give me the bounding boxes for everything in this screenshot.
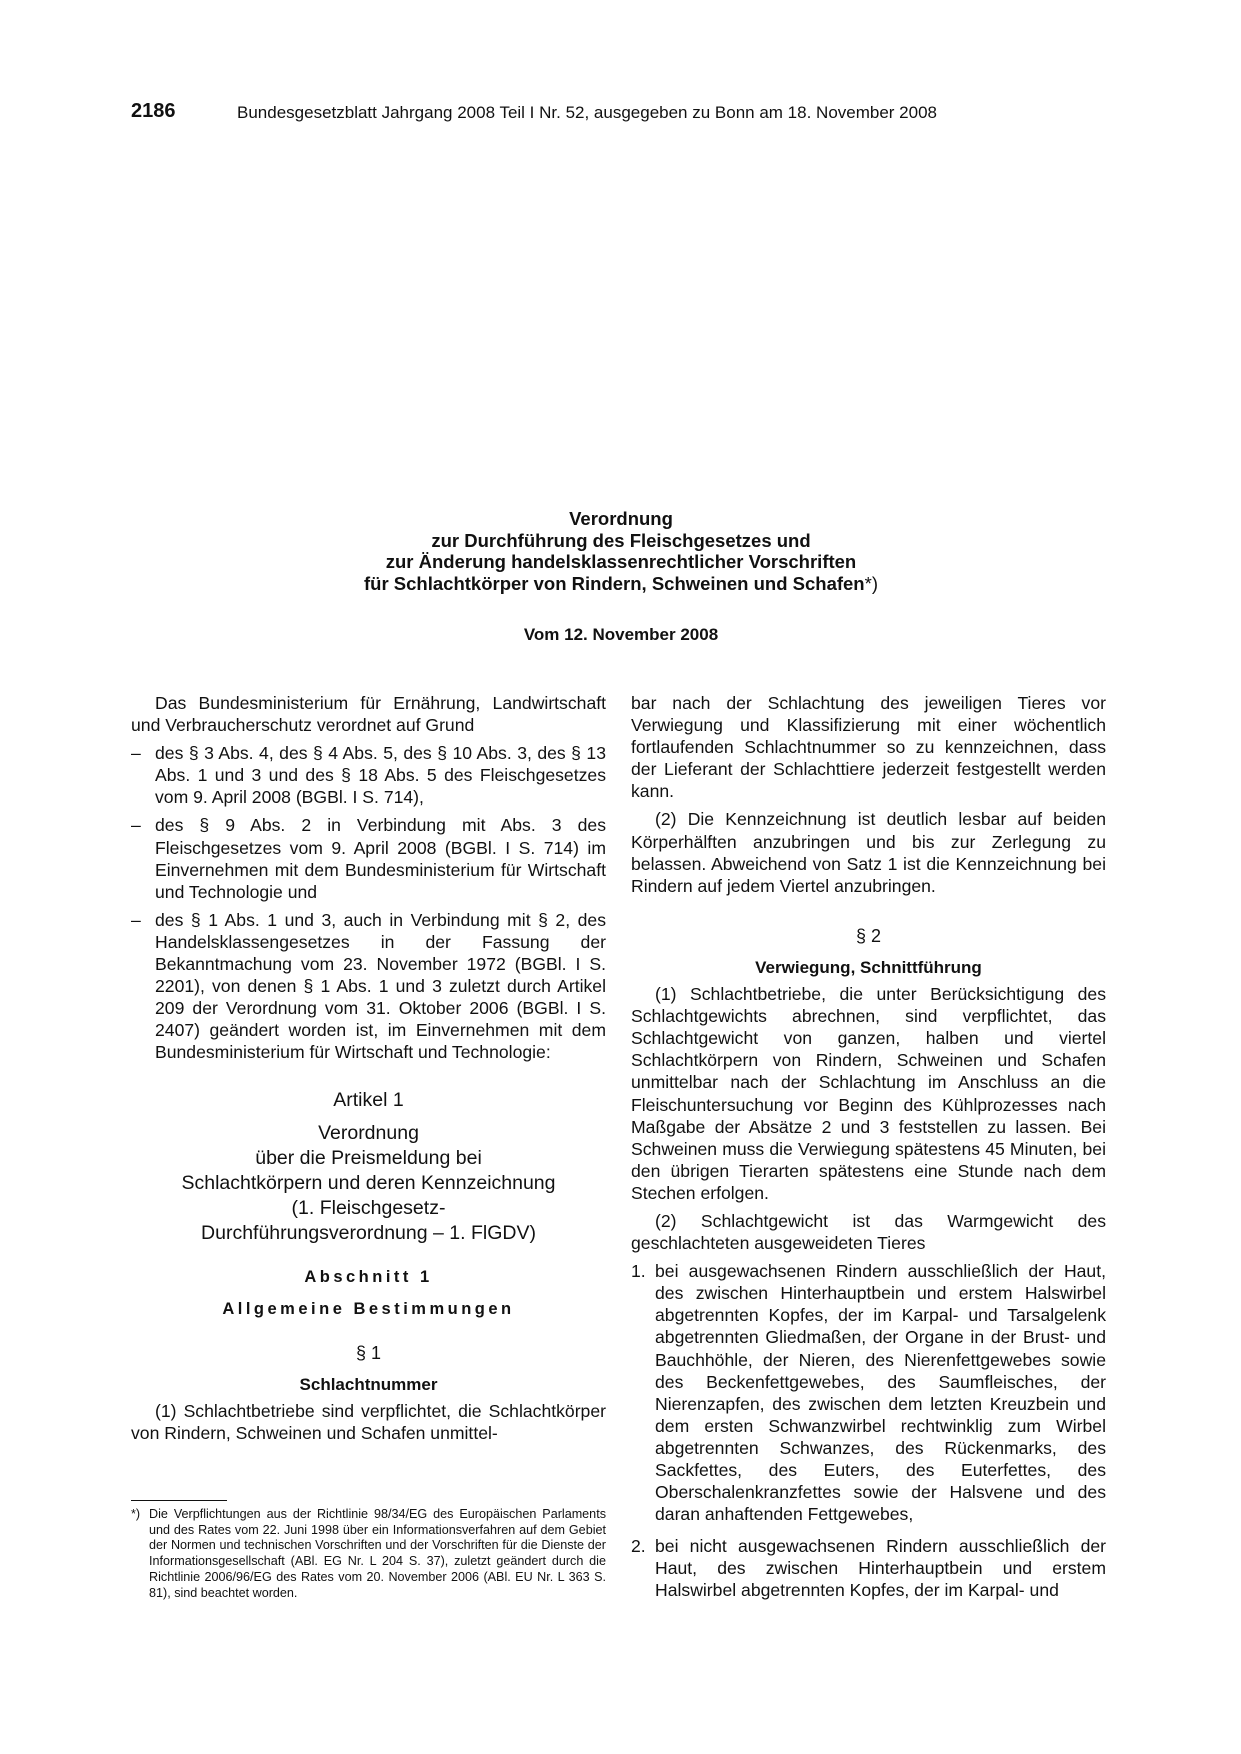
title-line-1: Verordnung <box>569 508 673 529</box>
list-item: 1. bei ausgewachsenen Rindern ausschließlich der Haut, des zwischen Hinterhauptbein und erstem Halswirbel abgetrennten Kopfes, der im Karpal- und Tarsalgelenk abgetrennten Gliedmaßen, der Organe in der Brust- und Bauchhöhle, der Nieren, des Nierenfettgewebes sowie des Beckenfettgewebes, des Saumfleisches, der Nierenzapfen, des zwischen dem letzten Kreuzbein und dem ersten Schwanzwirbel rechtwinklig zum Wirbel abgetrennten Schwanzes, des Rückenmarks, des Sackfettes, des Euters, des Euterfettes, des Oberschalenkranzfettes sowie der Halsvene und des daran anhaftenden Fettgewebes, <box>631 1261 1106 1525</box>
document-date: Vom 12. November 2008 <box>523 625 719 644</box>
dash-marker: – <box>131 743 141 764</box>
paragraph-title: Verwiegung, Schnittführung <box>755 957 982 977</box>
paragraph-title: Schlachtnummer <box>299 1374 438 1394</box>
article-title: Verordnung über die Preismeldung bei Schlachtkörpern und deren Kennzeichnung (1. Fleischgesetz- Durchführungsverordnung – 1. FlGDV) <box>181 1121 556 1244</box>
list-marker: 2. <box>631 1536 646 1557</box>
footnote-mark: *) <box>131 1507 141 1521</box>
article-heading: Artikel 1 <box>333 1088 404 1111</box>
list-item: – des § 1 Abs. 1 und 3, auch in Verbindung mit § 2, des Handelsklassengesetzes in der Fassung der Bekanntmachung vom 23. November 1972 (BGBl. I S. 2201), von denen § 1 Abs. 1 und 3 zuletzt durch Artikel 209 der Verordnung vom 31. Oktober 2006 (BGBl. I S. 2407) geändert worden ist, im Einvernehmen mit dem Bundesministerium für Wirtschaft und Technologie: <box>131 909 606 1063</box>
running-head: Bundesgesetzblatt Jahrgang 2008 Teil I Nr. 52, ausgegeben zu Bonn am 18. November 2008 <box>237 103 937 122</box>
paragraph-text: bar nach der Schlachtung des jeweiligen Tieres vor Verwiegung und Klassifizierung mit einer wöchentlich fortlaufenden Schlachtnummer so zu kennzeichnen, dass der Lieferant der Schlachttiere jederzeit festgestellt werden kann. <box>631 693 1106 802</box>
dash-marker: – <box>131 909 141 930</box>
title-line-2: zur Durchführung des Fleischgesetzes und <box>431 529 811 551</box>
paragraph-sign: § 1 <box>355 1342 382 1363</box>
section-title: Allgemeine Bestimmungen <box>222 1299 515 1318</box>
title-footnote-mark: *) <box>864 572 878 594</box>
list-item: – des § 9 Abs. 2 in Verbindung mit Abs. 3 des Fleischgesetzes vom 9. April 2008 (BGBl. I S. 714) im Einvernehmen mit dem Bundesministerium für Wirtschaft und Technologie und <box>131 815 606 902</box>
footnote-divider <box>131 1500 227 1501</box>
page-header <box>131 100 1111 130</box>
title-line-4: für Schlachtkörper von Rindern, Schweinen und Schafen*) <box>364 572 878 594</box>
paragraph-sign: § 2 <box>855 925 882 946</box>
document-title <box>131 508 1111 594</box>
list-item: – des § 3 Abs. 4, des § 4 Abs. 5, des § 10 Abs. 3, des § 13 Abs. 1 und 3 und des § 18 Abs. 5 des Fleischgesetzes vom 9. April 2008 (BGBl. I S. 714), <box>131 743 606 808</box>
footnote <box>131 1507 606 1601</box>
section-heading: Abschnitt 1 <box>304 1267 433 1286</box>
paragraph-text: (2) Schlachtgewicht ist das Warmgewicht des geschlachteten ausgeweideten Tieres <box>631 1210 1106 1254</box>
list-marker: 1. <box>631 1261 646 1282</box>
intro-text: Das Bundesministerium für Ernährung, Landwirtschaft und Verbraucherschutz verordnet auf Grund <box>131 693 606 736</box>
left-column <box>131 692 606 1444</box>
footnote-text: Die Verpflichtungen aus der Richtlinie 98/34/EG des Europäischen Parlaments und des Rates vom 22. Juni 1998 über ein Informationsverfahren auf dem Gebiet der Normen und technischen Vorschriften und der Vorschriften für die Dienste der Informationsgesellschaft (ABl. EG Nr. L 204 S. 37), zuletzt geändert durch die Richtlinie 2006/96/EG des Rates vom 20. November 2006 (ABl. EU Nr. L 363 S. 81), sind beachtet worden. <box>149 1507 606 1600</box>
title-line-3: zur Änderung handelsklassenrechtlicher Vorschriften <box>385 551 857 572</box>
paragraph-text: (1) Schlachtbetriebe sind verpflichtet, die Schlachtkörper von Rindern, Schweinen und Schafen unmittel- <box>131 1400 606 1443</box>
page-number: 2186 <box>131 100 176 122</box>
dash-marker: – <box>131 815 141 836</box>
list-item: 2. bei nicht ausgewachsenen Rindern ausschließlich der Haut, des zwischen Hinterhauptbein und erstem Halswirbel abgetrennten Kopfes, der im Karpal- und <box>631 1536 1106 1601</box>
paragraph-text: (2) Die Kennzeichnung ist deutlich lesbar auf beiden Körperhälften anzubringen und bis zur Zerlegung zu belassen. Abweichend von Satz 1 ist die Kennzeichnung bei Rindern auf jedem Viertel anzubringen. <box>631 809 1106 896</box>
right-column <box>631 692 1106 1602</box>
paragraph-text: (1) Schlachtbetriebe, die unter Berücksichtigung des Schlachtgewichts abrechnen, sind verpflichtet, das Schlachtgewicht von ganzen, halben und viertel Schlachtkörpern von Rindern, Schweinen und Schafen unmittelbar nach der Schlachtung im Anschluss an die Fleischuntersuchung vor Beginn des Kühlprozesses nach Maßgabe der Absätze 2 und 3 feststellen zu lassen. Bei Schweinen muss die Verwiegung spätestens 45 Minuten, bei den übrigen Tierarten spätestens eine Stunde nach dem Stechen erfolgen. <box>631 984 1106 1203</box>
